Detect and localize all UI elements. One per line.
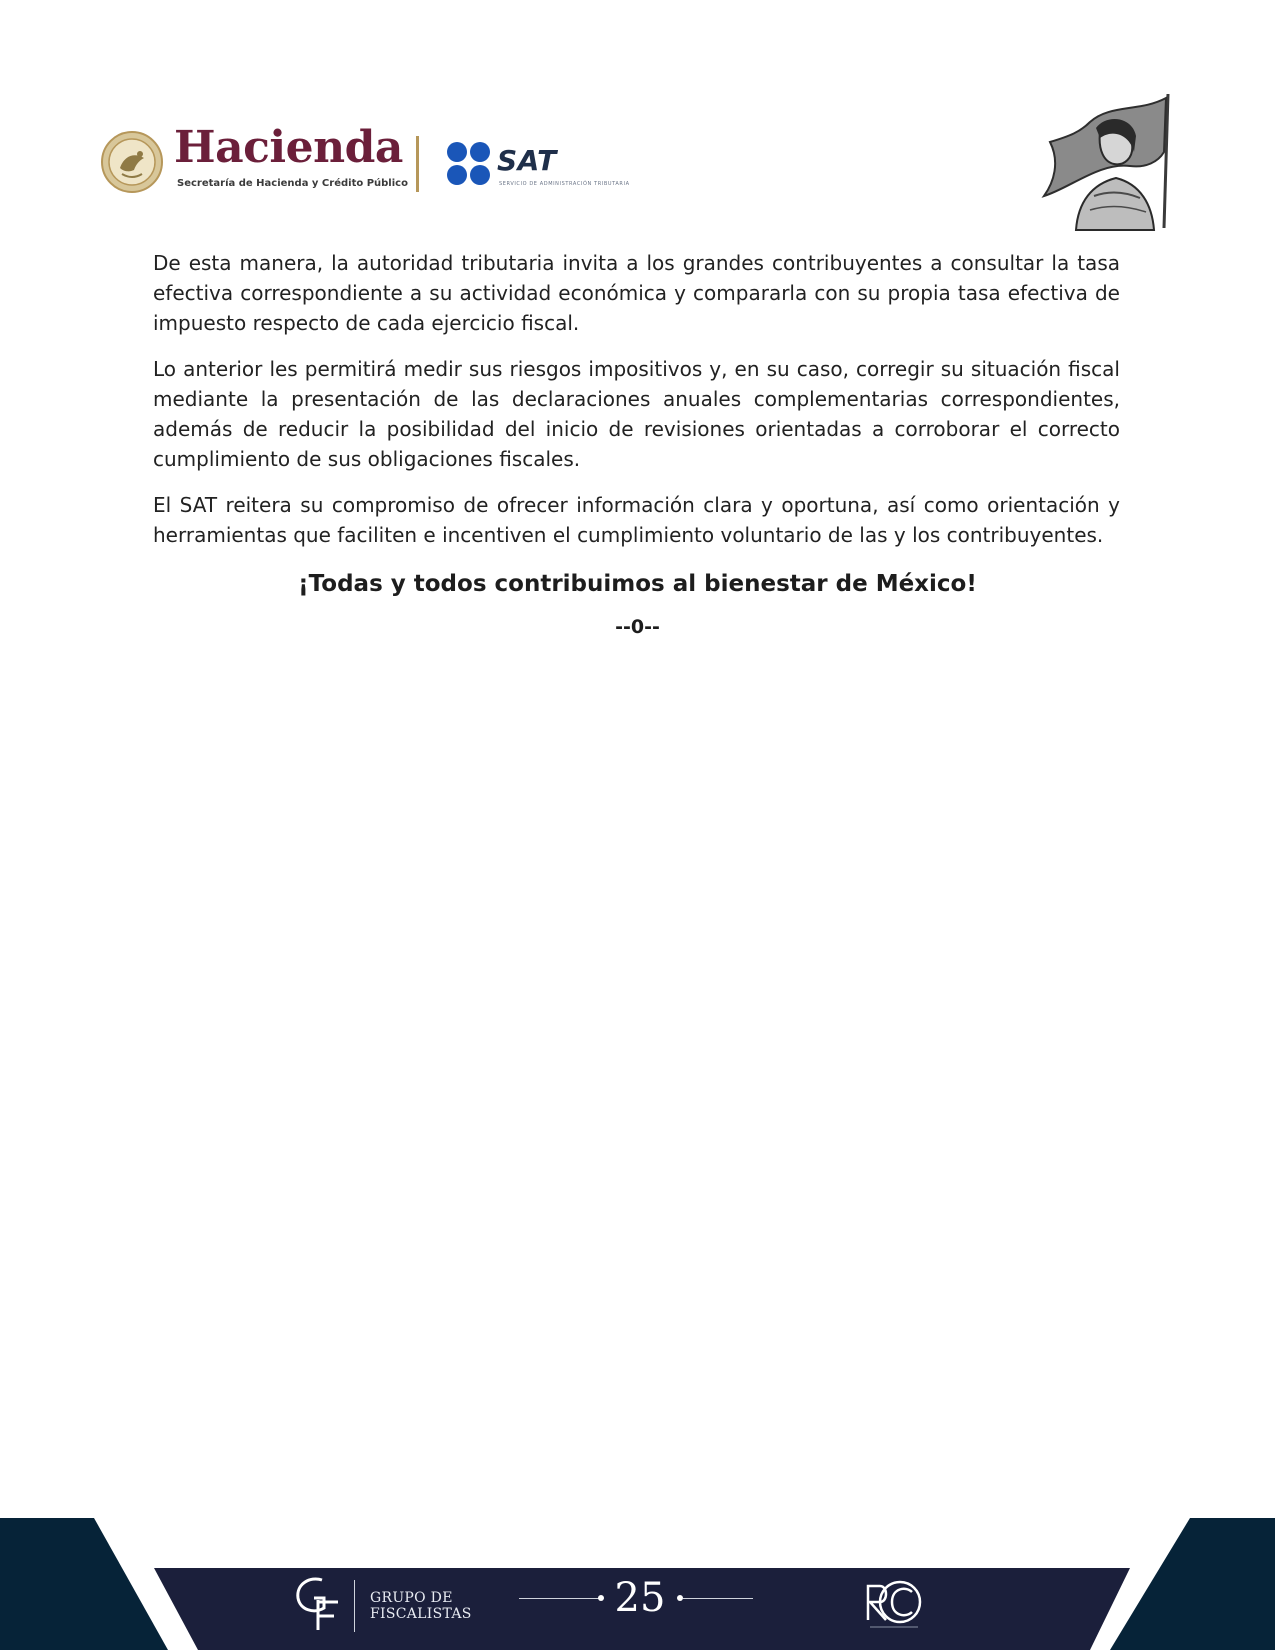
end-mark: --0-- — [615, 616, 660, 638]
footer-brand — [370, 1590, 472, 1622]
national-seal-icon — [100, 130, 164, 194]
footer-left-corner — [0, 1518, 168, 1650]
sat-subtitle: SERVICIO DE ADMINISTRACIÓN TRIBUTARIA — [499, 181, 630, 187]
page-header — [0, 0, 1275, 240]
logo-divider — [416, 136, 419, 192]
sat-dots-icon — [445, 140, 493, 188]
page-number: 25 — [614, 1575, 666, 1621]
footer-right-corner — [1110, 1518, 1275, 1650]
flag-woman-illustration — [1040, 92, 1175, 232]
gf-monogram-icon — [292, 1572, 348, 1632]
hacienda-wordmark: Hacienda — [174, 122, 403, 173]
footer-brand-line1: GRUPO DE — [370, 1590, 453, 1606]
hacienda-subtitle: Secretaría de Hacienda y Crédito Público — [177, 178, 408, 189]
page-number-line-right — [683, 1598, 753, 1599]
hacienda-logo — [100, 122, 408, 194]
footer-separator — [354, 1580, 355, 1632]
slogan: ¡Todas y todos contribuimos al bienestar de México! — [298, 571, 977, 597]
sat-logo — [445, 140, 675, 190]
article-body — [153, 248, 1120, 566]
page-number-line-left — [519, 1598, 599, 1599]
paragraph: El SAT reitera su compromiso de ofrecer información clara y oportuna, así como orientación y herramientas que faciliten e incentiven el cumplimiento voluntario de las y los contribuyentes. — [153, 493, 1120, 547]
paragraph: De esta manera, la autoridad tributaria invita a los grandes contribuyentes a consultar la tasa efectiva correspondiente a su actividad económica y compararla con su propia tasa efectiva de impuesto respecto de cada ejercicio fiscal. — [153, 251, 1120, 335]
sat-wordmark: SAT — [497, 144, 557, 177]
footer-brand-line2: FISCALISTAS — [370, 1606, 472, 1622]
page-number-dot-left — [598, 1595, 604, 1601]
rc-monogram-icon — [862, 1576, 926, 1630]
paragraph: Lo anterior les permitirá medir sus riesgos impositivos y, en su caso, corregir su situación fiscal mediante la presentación de las declaraciones anuales complementarias correspondientes, además de reducir la posibilidad del inicio de revisiones orientadas a corroborar el correcto cumplimiento de sus obligaciones fiscales. — [153, 357, 1120, 471]
